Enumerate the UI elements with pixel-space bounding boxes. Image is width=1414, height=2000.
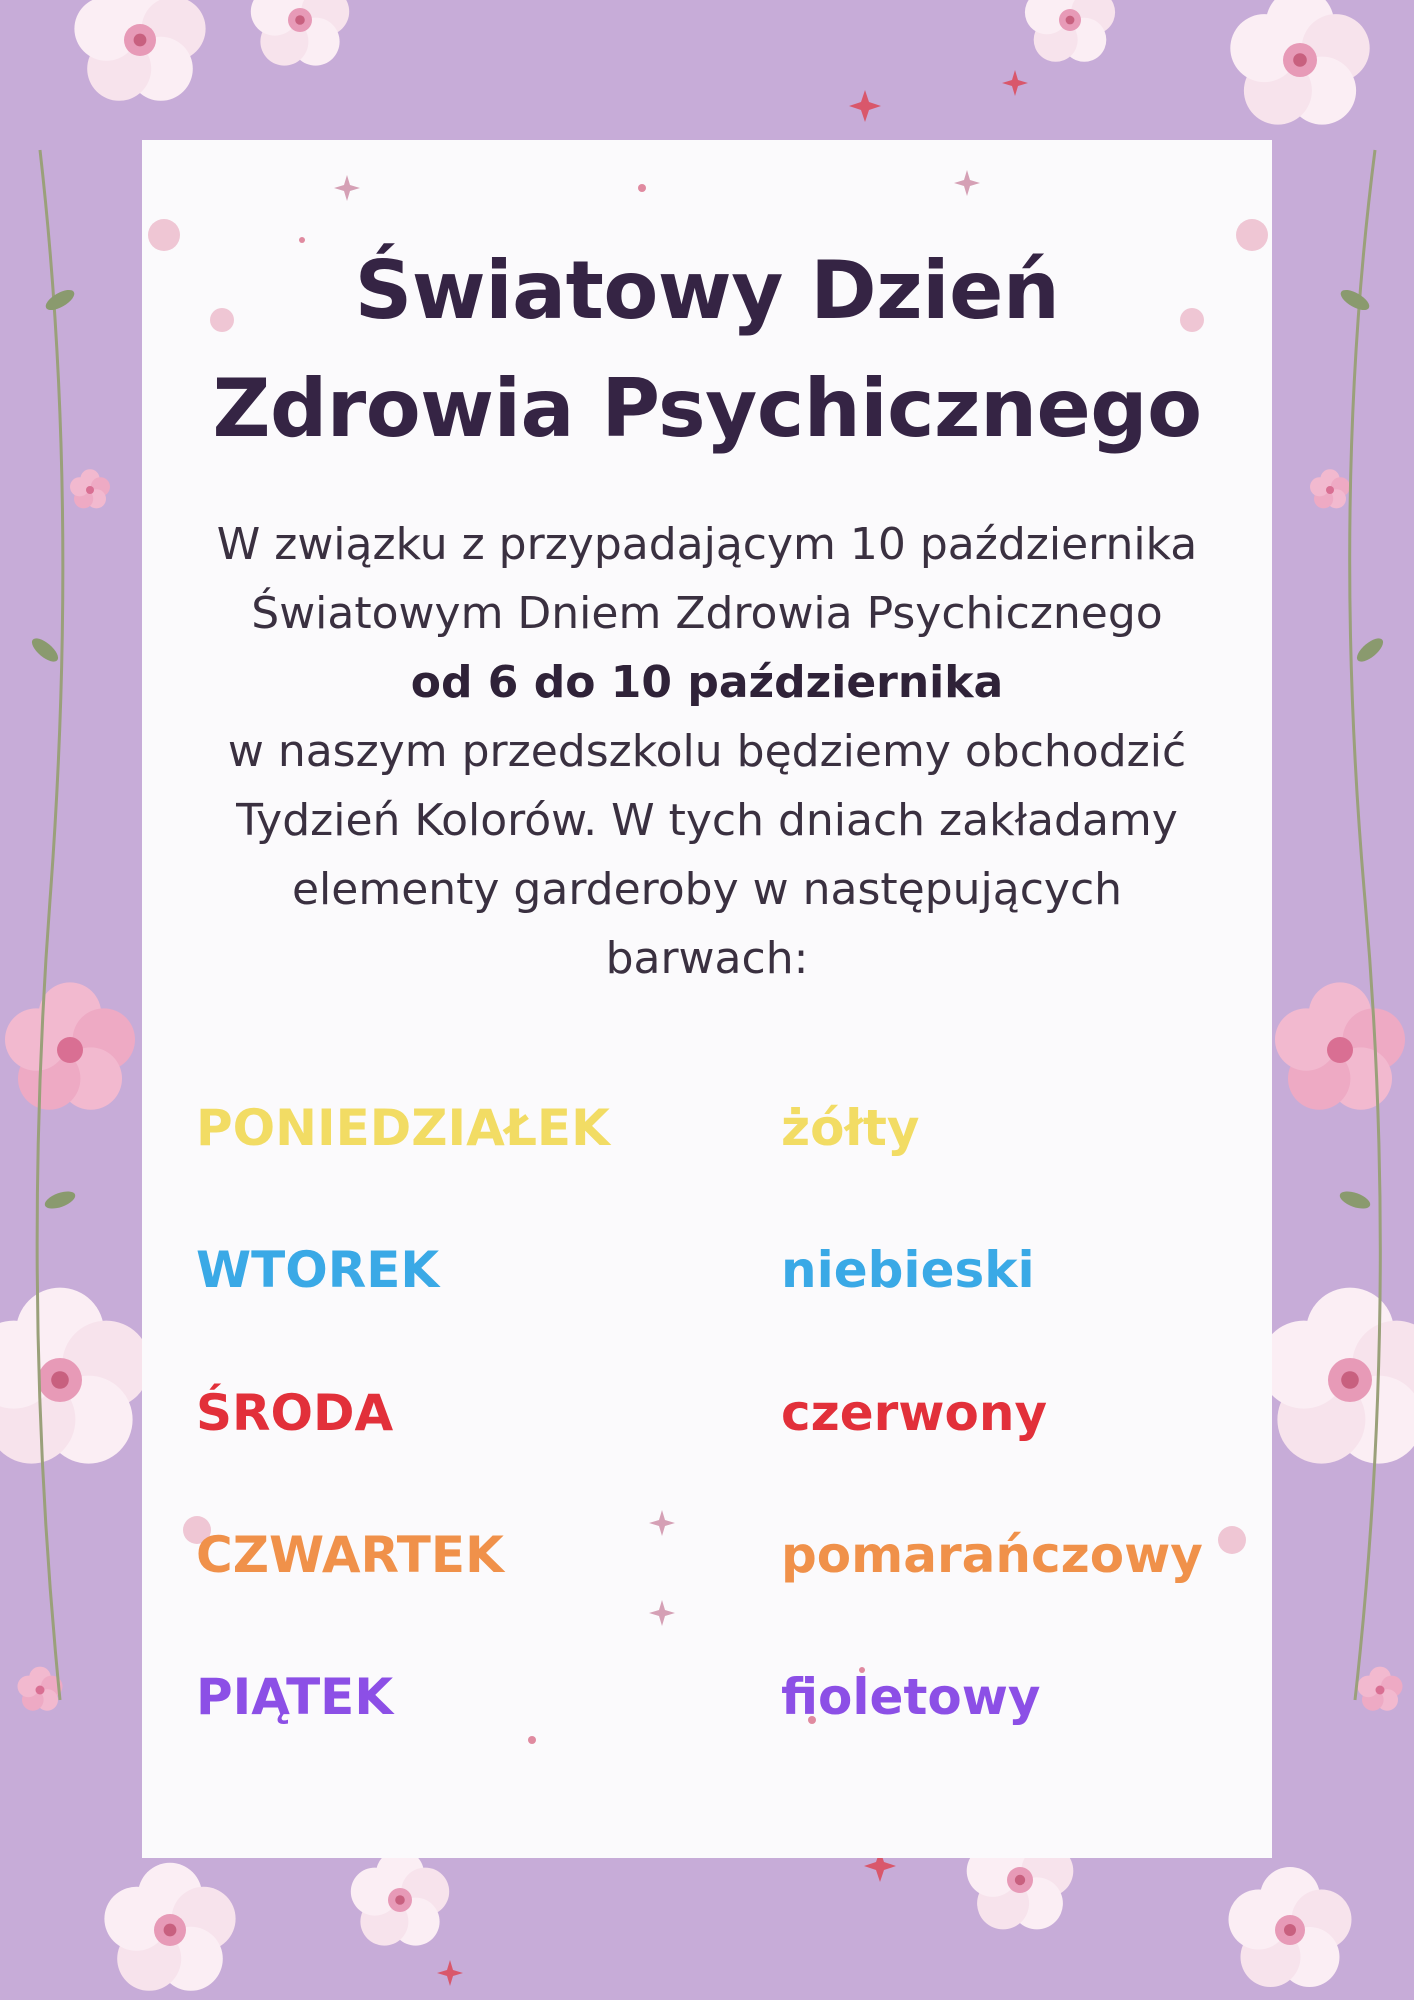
schedule-row-monday xyxy=(196,1088,1256,1168)
sparkle-icon xyxy=(1002,70,1028,96)
flower-icon xyxy=(1025,0,1115,62)
day-label: ŚRODA xyxy=(196,1384,394,1442)
intro-line: elementy garderoby w następujących xyxy=(291,864,1123,915)
flower-icon xyxy=(5,982,135,1109)
intro-line: Światowym Dniem Zdrowia Psychicznego xyxy=(251,588,1163,639)
flower-icon xyxy=(18,1667,63,1711)
schedule-row-friday xyxy=(196,1657,1256,1737)
color-label: czerwony xyxy=(781,1384,1048,1442)
schedule-row-thursday xyxy=(196,1515,1256,1595)
day-label: WTOREK xyxy=(196,1241,440,1299)
intro-line: W związku z przypadającym 10 października xyxy=(216,519,1198,570)
flower-icon xyxy=(1230,0,1369,125)
color-schedule xyxy=(142,140,1272,1858)
schedule-row-wednesday xyxy=(196,1373,1256,1453)
leaf-icon xyxy=(43,1188,78,1212)
flower-icon xyxy=(1275,982,1405,1109)
flower-icon xyxy=(351,1850,449,1946)
flower-icon xyxy=(251,0,349,66)
leaf-icon xyxy=(43,286,78,314)
color-label: fioletowy xyxy=(781,1668,1041,1726)
flower-icon xyxy=(1229,1867,1352,1987)
intro-date-range: od 6 do 10 października xyxy=(410,657,1004,708)
sparkle-icon xyxy=(437,1960,463,1986)
intro-line: barwach: xyxy=(605,933,809,984)
day-label: PIĄTEK xyxy=(196,1668,394,1726)
leaf-icon xyxy=(1338,286,1373,314)
day-label: PONIEDZIAŁEK xyxy=(196,1099,610,1157)
schedule-row-tuesday xyxy=(196,1230,1256,1310)
title-line-2: Zdrowia Psychicznego xyxy=(212,362,1202,455)
flower-icon xyxy=(0,1288,150,1464)
poster-card xyxy=(142,140,1272,1858)
flower-icon xyxy=(74,0,205,101)
leaf-icon xyxy=(1353,634,1387,665)
intro-line: w naszym przedszkolu będziemy obchodzić xyxy=(227,726,1187,777)
flower-icon xyxy=(70,469,110,508)
leaf-icon xyxy=(28,634,62,665)
flower-icon xyxy=(104,1863,235,1991)
flower-icon xyxy=(1310,469,1350,508)
sparkle-icon xyxy=(849,90,881,122)
color-label: niebieski xyxy=(781,1241,1035,1299)
title-line-1: Światowy Dzień xyxy=(354,244,1060,337)
flower-icon xyxy=(1260,1288,1414,1464)
flower-icon xyxy=(1358,1667,1403,1711)
intro-line: Tydzień Kolorów. W tych dniach zakładamy xyxy=(236,795,1178,846)
day-label: CZWARTEK xyxy=(196,1526,504,1584)
color-label: żółty xyxy=(781,1099,920,1157)
color-label: pomarańczowy xyxy=(781,1526,1203,1584)
leaf-icon xyxy=(1338,1188,1373,1212)
